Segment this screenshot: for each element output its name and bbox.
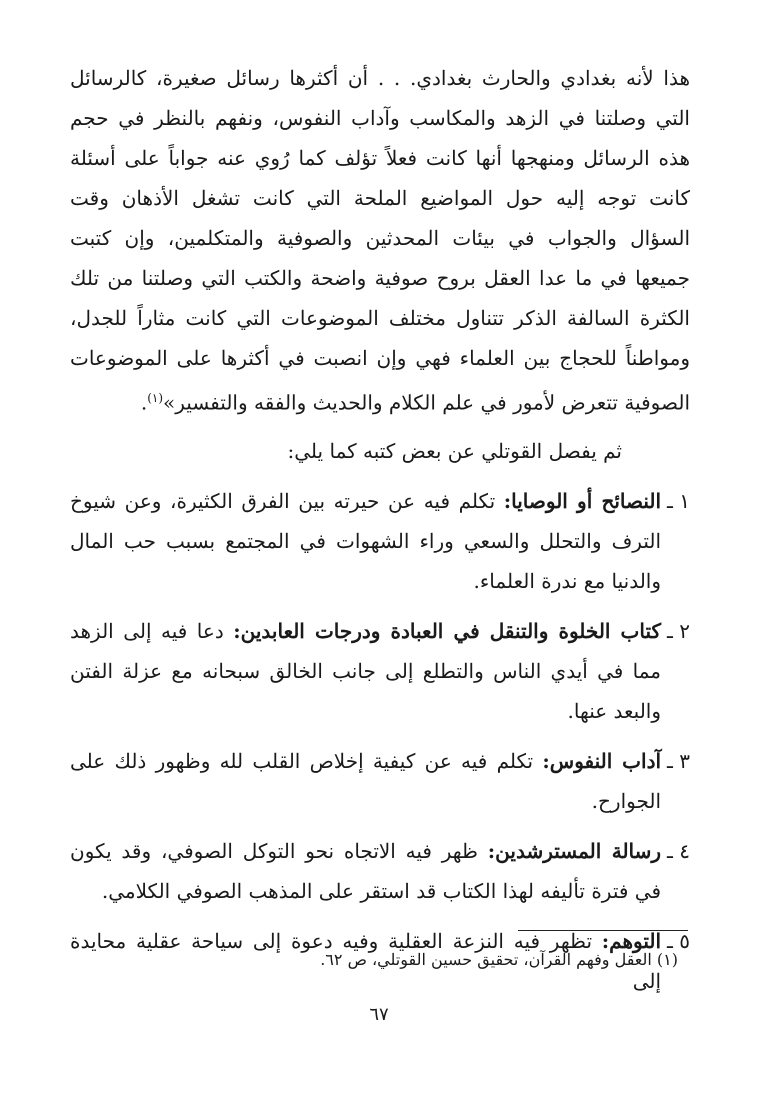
item-body [70,741,661,821]
body-paragraph [70,58,690,423]
item-text: تظهر فيه النزعة العقلية وفيه دعوة إلى سياحة عقلية محايدة إلى [70,928,662,993]
item-number: ٢ ـ [667,618,690,643]
item-number: ٤ ـ [667,838,690,863]
item-title: النصائح أو الوصايا: [503,488,662,513]
item-body [70,611,661,731]
list-intro: ثم يفصل القوتلي عن بعض كتبه كما يلي: [287,438,622,463]
paragraph-text: هذا لأنه بغدادي والحارث بغدادي. . . أن أكثرها رسائل صغيرة، كالرسائل التي وصلتنا في الزهد والمكاسب وآداب النفوس، ونفهم بالنظر في حجم هذه الرسائل ومنهجها أنها كانت فعلاً تؤلف كما رُوي عنه جواباً على أسئلة كانت توجه إليه حول المواضيع الملحة التي كانت تشغل الأذهان وقت السؤال والجواب في بيئات المحدثين والصوفية والمتكلمين، وإن كتبت جميعها في ما عدا العقل بروح صوفية واضحة والكتب التي وصلتنا من تلك الكثرة السالفة الذكر تتناول مختلف الموضوعات التي كانت مثاراً للجدل، ومواطناً للحجاج بين العلماء فهي وإن انصبت في أكثرها على الموضوعات الصوفية تتعرض لأمور في علم الكلام والحديث والفقه والتفسير» [70,66,690,415]
item-body [70,481,661,601]
item-number: ١ ـ [667,488,690,513]
footnote-divider [518,930,688,931]
item-text: دعا فيه إلى الزهد مما في أيدي الناس والتطلع إلى جانب الخالق سبحانه مع عزلة الفتن والبعد عنها. [70,618,662,723]
item-number: ٥ ـ [667,928,690,953]
item-title: آداب النفوس: [542,748,662,773]
item-text: تكلم فيه عن كيفية إخلاص القلب لله وظهور ذلك على الجوارح. [70,748,662,813]
page-number: ٦٧ [369,1004,389,1025]
item-number: ٣ ـ [667,748,690,773]
page-content [70,58,690,1001]
footnote-marker: (١) [147,391,164,405]
item-title: رسالة المسترشدين: [487,838,662,863]
item-text: تكلم فيه عن حيرته بين الفرق الكثيرة، وعن شيوخ الترف والتحلل والسعي وراء الشهوات في المجتمع بسبب حب المال والدنيا مع ندرة العلماء. [70,488,662,593]
item-title: التوهم: [601,928,662,953]
list-item [70,741,690,821]
item-title: كتاب الخلوة والتنقل في العبادة ودرجات العابدين: [233,618,662,643]
list-item [70,611,690,731]
list-item [70,831,690,911]
paragraph-end: . [140,390,148,415]
item-text: ظهر فيه الاتجاه نحو التوكل الصوفي، وقد يكون في فترة تأليفه لهذا الكتاب قد استقر على المذهب الصوفي الكلامي. [70,838,662,903]
item-body [70,831,661,911]
footnote: (١) العقل وفهم القرآن، تحقيق حسين القوتلي، ص ٦٢. [320,950,678,969]
list-item [70,481,690,601]
